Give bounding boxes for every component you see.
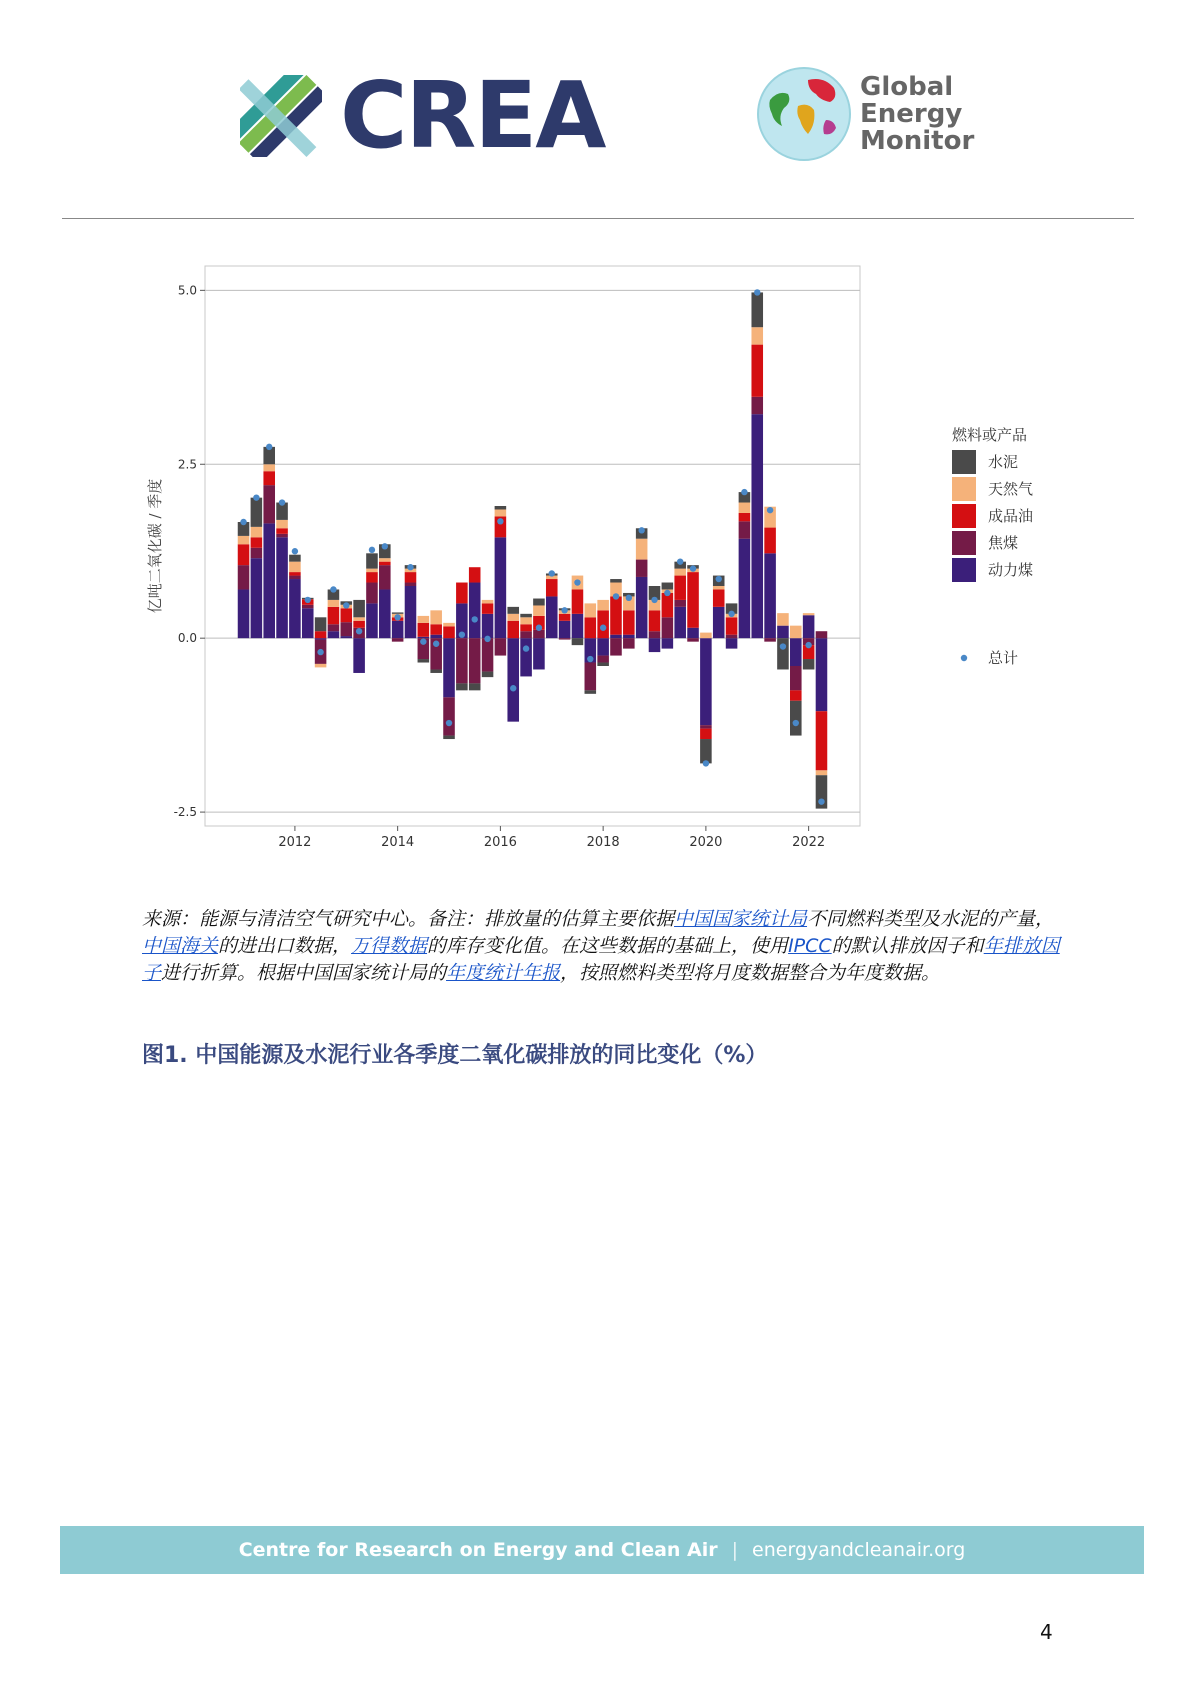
globe-icon — [756, 66, 852, 162]
bar-segment — [251, 527, 263, 537]
total-point — [818, 798, 824, 804]
bar-segment — [482, 672, 494, 678]
legend-label: 水泥 — [988, 453, 1019, 471]
caption-link[interactable]: 中国海关 — [142, 935, 219, 957]
total-point — [793, 720, 799, 726]
bar-segment — [443, 697, 455, 735]
bar-segment — [302, 608, 314, 638]
bar-segment — [585, 617, 597, 638]
bar-segment — [559, 614, 571, 621]
bar-segment — [726, 617, 738, 634]
x-tick-label: 2022 — [792, 835, 826, 850]
bar-segment — [559, 621, 571, 638]
bar-segment — [251, 498, 263, 527]
bar-segment — [418, 637, 430, 638]
bar-segment — [739, 513, 751, 521]
crea-logo-mark-icon — [240, 75, 322, 157]
total-point — [497, 518, 503, 524]
bar-segment — [610, 579, 622, 582]
legend-label: 成品油 — [988, 507, 1034, 525]
bar-segment — [687, 572, 699, 628]
total-point — [754, 289, 760, 295]
x-tick-label: 2014 — [381, 835, 415, 850]
total-point — [240, 519, 246, 525]
bar-segment — [816, 631, 828, 638]
bar-segment — [353, 638, 365, 673]
total-point — [690, 565, 696, 571]
bar-segment — [495, 537, 507, 638]
bar-segment — [405, 572, 417, 582]
bar-segment — [597, 610, 609, 638]
gem-logo-line: Energy — [860, 98, 963, 129]
bar-segment — [726, 638, 738, 648]
legend-title: 燃料或产品 — [952, 426, 1028, 444]
bar-segment — [585, 690, 597, 693]
total-point — [741, 489, 747, 495]
caption-text: 来源：能源与清洁空气研究中心。备注：排放量的估算主要依据 — [142, 908, 675, 930]
bar-segment — [366, 583, 378, 604]
bar-segment — [379, 558, 391, 561]
bar-segment — [777, 613, 789, 626]
y-tick-label: -2.5 — [173, 805, 197, 820]
bar-segment — [276, 534, 288, 537]
bar-segment — [315, 664, 327, 667]
figure-title: 图1. 中国能源及水泥行业各季度二氧化碳排放的同比变化（%） — [142, 1043, 768, 1068]
bar-segment — [597, 663, 609, 666]
bar-segment — [636, 577, 648, 638]
caption-text: ，按照燃料类型将月度数据整合为年度数据。 — [560, 962, 941, 984]
legend-point — [961, 655, 967, 661]
total-point — [716, 576, 722, 582]
bar-segment — [700, 633, 712, 639]
total-point — [651, 597, 657, 603]
bar-segment — [649, 638, 661, 652]
bar-segment — [739, 521, 751, 538]
bar-segment — [276, 528, 288, 534]
bar-segment — [572, 589, 584, 613]
caption-text: 的进出口数据， — [218, 935, 352, 957]
crea-logo — [240, 62, 605, 169]
gem-logo-text — [860, 71, 975, 156]
bar-segment — [482, 600, 494, 603]
bar-segment — [764, 638, 776, 641]
gem-logo — [756, 66, 974, 162]
emissions-chart — [140, 258, 1100, 858]
bar-segment — [315, 617, 327, 631]
bar-segment — [289, 579, 301, 638]
total-point — [626, 595, 632, 601]
bar-segment — [713, 589, 725, 606]
total-point — [382, 543, 388, 549]
bar-segment — [546, 579, 558, 596]
bar-segment — [662, 593, 674, 617]
bar-segment — [379, 565, 391, 589]
bar-segment — [726, 635, 738, 638]
bar-segment — [751, 292, 763, 327]
bar-segment — [263, 471, 275, 485]
bar-segment — [700, 739, 712, 763]
bar-segment — [803, 615, 815, 638]
bar-segment — [636, 539, 648, 560]
total-point — [600, 625, 606, 631]
bar-segment — [597, 656, 609, 663]
x-tick-label: 2012 — [278, 835, 312, 850]
caption-link[interactable]: 年排放因子 — [142, 935, 1060, 984]
bar-segment — [276, 520, 288, 528]
bar-segment — [469, 683, 481, 690]
total-point — [574, 579, 580, 585]
bar-segment — [803, 659, 815, 669]
total-point — [279, 499, 285, 505]
bar-segment — [443, 736, 455, 739]
total-point — [728, 611, 734, 617]
bar-segment — [263, 464, 275, 471]
bar-segment — [751, 414, 763, 638]
bar-segment — [597, 600, 609, 610]
bar-segment — [430, 669, 442, 672]
gem-logo-line: Monitor — [860, 125, 975, 156]
chart-svg — [140, 258, 1100, 858]
bar-segment — [263, 523, 275, 638]
total-point — [472, 616, 478, 622]
bar-segment — [674, 576, 686, 600]
bar-segment — [764, 528, 776, 554]
legend-label: 总计 — [988, 649, 1019, 667]
footer-url[interactable]: energyandcleanair.org — [752, 1539, 966, 1561]
bar-segment — [366, 603, 378, 638]
total-point — [664, 590, 670, 596]
bar-segment — [713, 607, 725, 638]
x-tick-label: 2018 — [586, 835, 620, 850]
bar-segment — [353, 600, 365, 617]
bar-segment — [469, 583, 481, 639]
bar-segment — [533, 638, 545, 669]
legend-swatch — [952, 504, 976, 528]
bar-segment — [662, 617, 674, 638]
total-point — [523, 645, 529, 651]
bar-segment — [700, 638, 712, 725]
caption-text: 的默认排放因子和 — [831, 935, 984, 957]
bar-segment — [238, 589, 250, 638]
bar-segment — [251, 537, 263, 547]
bar-segment — [443, 638, 455, 697]
bar-segment — [520, 638, 532, 676]
bar-segment — [328, 631, 340, 638]
total-point — [767, 507, 773, 513]
header-divider — [62, 218, 1134, 219]
y-tick-label: 0.0 — [177, 631, 197, 646]
caption-text: 的库存变化值。在这些数据的基础上，使用 — [427, 935, 789, 957]
total-point — [459, 631, 465, 637]
bar-segment — [456, 583, 468, 604]
bar-segment — [443, 623, 455, 626]
bar-segment — [623, 635, 635, 638]
bar-segment — [340, 608, 352, 622]
bar-segment — [289, 555, 301, 562]
bar-segment — [456, 638, 468, 683]
total-point — [677, 558, 683, 564]
caption-link[interactable]: 年度统计年报 — [446, 962, 561, 984]
bar-segment — [238, 536, 250, 544]
bar-segment — [263, 485, 275, 523]
bar-segment — [482, 603, 494, 613]
total-point — [638, 527, 644, 533]
bar-segment — [289, 572, 301, 575]
legend-swatch — [952, 450, 976, 474]
bar-segment — [456, 683, 468, 690]
bar-segment — [623, 610, 635, 634]
bar-segment — [572, 614, 584, 638]
bar-segment — [520, 614, 532, 617]
caption-link[interactable]: 万得数据 — [351, 935, 428, 957]
bar-segment — [739, 503, 751, 513]
bar-segment — [572, 638, 584, 645]
bar-segment — [533, 599, 545, 606]
caption-text: 进行折算。根据中国国家统计局的 — [161, 962, 447, 984]
bar-segment — [790, 701, 802, 736]
bar-segment — [687, 628, 699, 638]
total-point — [703, 760, 709, 766]
bar-segment — [482, 638, 494, 671]
bar-segment — [803, 613, 815, 615]
bar-segment — [353, 621, 365, 628]
bar-segment — [790, 690, 802, 700]
total-point — [420, 638, 426, 644]
bar-segment — [328, 624, 340, 631]
bar-segment — [276, 537, 288, 638]
total-point — [292, 548, 298, 554]
bar-segment — [777, 626, 789, 639]
bar-segment — [585, 603, 597, 617]
total-point — [549, 570, 555, 576]
bar-segment — [418, 623, 430, 637]
bar-segment — [764, 553, 776, 638]
total-point — [266, 444, 272, 450]
bar-segment — [533, 630, 545, 638]
bar-segment — [495, 638, 507, 655]
bar-segment — [816, 711, 828, 770]
bar-segment — [328, 607, 340, 624]
bar-segment — [340, 622, 352, 636]
bar-segment — [546, 596, 558, 638]
total-point — [356, 628, 362, 634]
x-tick-label: 2016 — [483, 835, 517, 850]
bar-segment — [353, 617, 365, 620]
total-point — [317, 649, 323, 655]
total-point — [446, 720, 452, 726]
bar-segment — [482, 614, 494, 638]
total-point — [613, 593, 619, 599]
y-axis-title: 亿吨二氧化碳 / 季度 — [146, 478, 164, 614]
total-point — [407, 564, 413, 570]
total-point — [433, 641, 439, 647]
bar-segment — [507, 607, 519, 614]
footer-band — [60, 1526, 1144, 1574]
legend-label: 天然气 — [988, 480, 1034, 498]
total-point — [805, 642, 811, 648]
legend-swatch — [952, 558, 976, 582]
bar-segment — [379, 562, 391, 565]
bar-segment — [700, 725, 712, 728]
page-number: 4 — [1040, 1620, 1053, 1644]
total-point — [343, 602, 349, 608]
bar-segment — [366, 572, 378, 582]
bar-segment — [315, 631, 327, 638]
bar-segment — [379, 589, 391, 638]
bar-segment — [430, 635, 442, 638]
bar-segment — [495, 506, 507, 509]
bar-segment — [251, 558, 263, 638]
bar-segment — [520, 631, 532, 638]
bar-segment — [289, 562, 301, 572]
bar-segment — [559, 638, 571, 639]
bar-segment — [636, 560, 648, 577]
bar-segment — [238, 544, 250, 565]
total-point — [253, 494, 259, 500]
caption-link[interactable]: IPCC — [788, 935, 832, 957]
bar-segment — [238, 565, 250, 589]
bar-segment — [507, 614, 519, 621]
bar-segment — [392, 621, 404, 638]
bar-segment — [315, 638, 327, 639]
bar-segment — [649, 610, 661, 631]
legend-swatch — [952, 477, 976, 501]
x-tick-label: 2020 — [689, 835, 723, 850]
bar-segment — [751, 345, 763, 397]
total-point — [587, 656, 593, 662]
total-point — [536, 625, 542, 631]
bar-segment — [405, 586, 417, 638]
footer-separator: | — [731, 1539, 739, 1561]
total-point — [780, 643, 786, 649]
bar-segment — [366, 569, 378, 572]
legend-label: 焦煤 — [988, 534, 1019, 552]
bar-segment — [816, 638, 828, 711]
bar-segment — [507, 621, 519, 638]
bar-segment — [302, 605, 314, 608]
bar-segment — [674, 607, 686, 638]
bar-segment — [610, 596, 622, 634]
bar-segment — [790, 638, 802, 666]
bar-segment — [751, 327, 763, 344]
total-point — [305, 597, 311, 603]
bar-segment — [405, 583, 417, 586]
bar-segment — [392, 612, 404, 613]
bar-segment — [251, 548, 263, 558]
bar-segment — [533, 605, 545, 615]
bar-segment — [777, 638, 789, 669]
total-point — [561, 607, 567, 613]
bar-segment — [713, 586, 725, 589]
total-point — [369, 547, 375, 553]
caption-link[interactable]: 中国国家统计局 — [674, 908, 808, 930]
total-point — [394, 614, 400, 620]
total-point — [484, 636, 490, 642]
bar-segment — [623, 638, 635, 648]
bar-segment — [674, 600, 686, 607]
bar-segment — [520, 617, 532, 624]
bar-segment — [739, 539, 751, 638]
bar-segment — [418, 659, 430, 662]
bar-segment — [520, 624, 532, 631]
gem-logo-line: Global — [860, 71, 954, 102]
bar-segment — [469, 567, 481, 582]
bar-segment — [674, 569, 686, 576]
bar-segment — [289, 576, 301, 579]
bar-segment — [328, 600, 340, 607]
total-point — [330, 586, 336, 592]
bar-segment — [610, 635, 622, 638]
bar-segment — [392, 638, 404, 641]
legend-label: 动力煤 — [988, 561, 1034, 579]
total-point — [510, 685, 516, 691]
bar-segment — [340, 636, 352, 638]
bar-segment — [649, 631, 661, 638]
bar-segment — [430, 624, 442, 634]
bar-segment — [507, 638, 519, 721]
bar-segment — [430, 610, 442, 624]
bar-segment — [751, 397, 763, 414]
legend-swatch — [952, 531, 976, 555]
y-tick-label: 2.5 — [177, 457, 197, 472]
bar-segment — [585, 663, 597, 691]
crea-logo-text: CREA — [340, 62, 605, 169]
bar-segment — [790, 666, 802, 690]
footer-org: Centre for Research on Energy and Clean Air — [238, 1539, 718, 1561]
bar-segment — [687, 638, 699, 641]
bar-segment — [816, 770, 828, 775]
bar-segment — [366, 553, 378, 568]
bar-segment — [443, 626, 455, 638]
bar-segment — [662, 638, 674, 648]
bar-segment — [597, 638, 609, 655]
bar-segment — [418, 616, 430, 623]
bar-segment — [495, 509, 507, 516]
bar-segment — [469, 638, 481, 683]
bar-segment — [700, 729, 712, 739]
caption-text: 不同燃料类型及水泥的产量， — [807, 908, 1055, 930]
bar-segment — [790, 626, 802, 639]
bar-segment — [610, 638, 622, 655]
source-note — [142, 906, 1062, 987]
y-tick-label: 5.0 — [177, 283, 197, 298]
bar-segment — [662, 583, 674, 590]
